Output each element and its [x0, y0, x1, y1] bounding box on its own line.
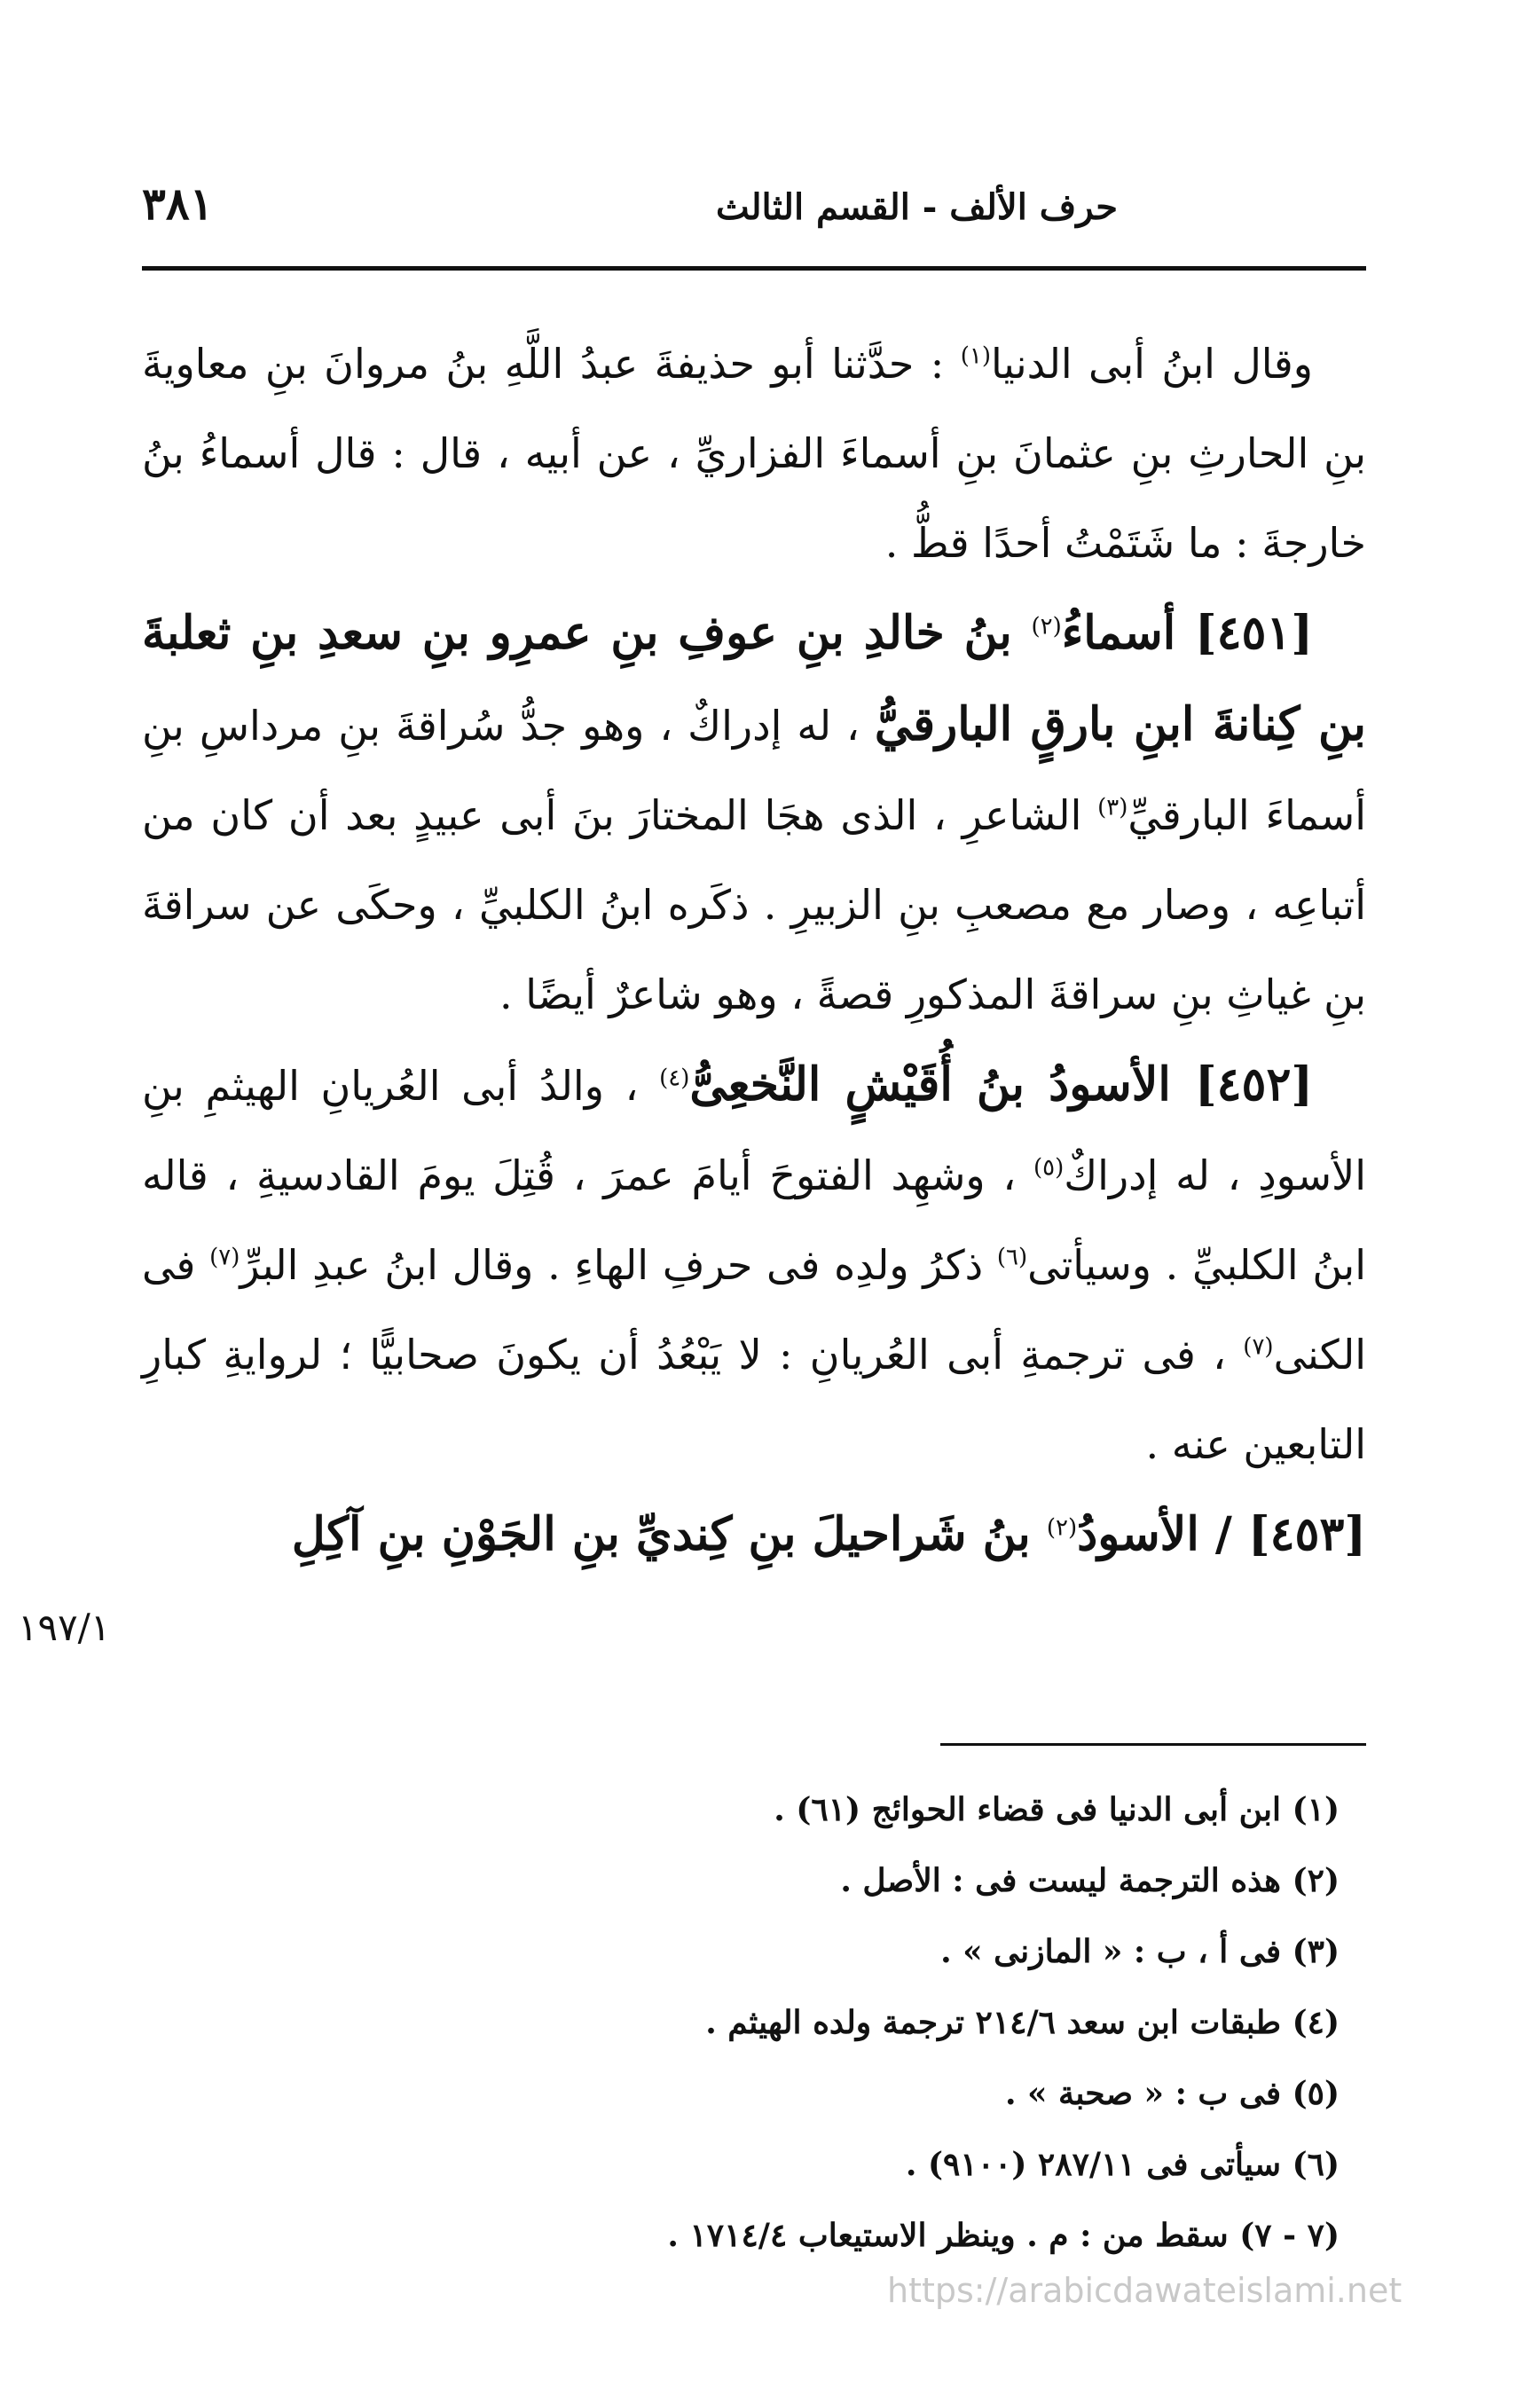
footnote-ref: (٢)	[1046, 1514, 1078, 1542]
footnote-ref: (٧)	[209, 1244, 240, 1271]
entry-heading: بنُ خالدِ بنِ عوفِ بنِ عمرِو بنِ سعدِ بنِ ثعلبةَ بنِ كِنانةَ ابنِ بارقٍ البارقيُّ	[142, 606, 1367, 751]
entry-heading: [٤٥٢] الأسودُ بنُ أُقَيْشٍ النَّخعِىُّ	[689, 1057, 1313, 1112]
footnote-rule	[940, 1743, 1366, 1746]
entry-heading: [٤٥١] أسماءُ	[1061, 606, 1313, 660]
header-rule	[142, 266, 1366, 271]
footnote: (١) ابن أبى الدنيا فى قضاء الحوائج (٦١) .	[774, 1791, 1340, 1828]
watermark-url: https://arabicdawateislami.net	[887, 2271, 1402, 2310]
footnote-ref: (١)	[960, 342, 991, 370]
footnote: (٢) هذه الترجمة ليست فى : الأصل .	[840, 1862, 1340, 1899]
footnote-ref: (٢)	[1031, 613, 1062, 640]
footnote-ref: (٣)	[1097, 794, 1128, 821]
page-number: ٣٨١	[142, 177, 214, 230]
footnote: (٤) طبقات ابن سعد ٢١٤/٦ ترجمة ولده الهيثم .	[705, 2004, 1340, 2041]
text-span: : حدَّثنا أبو حذيفةَ عبدُ اللَّهِ بنُ مروانَ بنِ معاويةَ بنِ الحارثِ بنِ عثمانَ بنِ أسماءَ الفزاريِّ ، عن أبيه ، قال : قال أسماءُ بنُ خارجةَ : ما شَتَمْتُ أحدًا قطُّ .	[142, 340, 1366, 567]
text-span: وقال ابنُ أبى الدنيا	[990, 340, 1314, 388]
footnote: (٧ - ٧) سقط من : م . وينظر الاستيعاب ١٧١٤/٤ .	[667, 2217, 1340, 2254]
entry-451	[142, 588, 1366, 1040]
text-span: ، والدُ أبى العُريانِ الهيثمِ بنِ الأسودِ ، له إدراكٌ	[142, 1062, 1367, 1199]
running-head: حرف الألف - القسم الثالث	[716, 186, 1118, 228]
footnote-ref: (٤)	[659, 1065, 690, 1092]
page-header	[142, 177, 1366, 248]
entry-453	[142, 1489, 1366, 1581]
text-span: فى الكنى	[142, 1241, 1366, 1379]
footnote-ref: (٦)	[996, 1244, 1028, 1271]
margin-reference: ١٩٧/١	[18, 1606, 111, 1649]
paragraph-ibn-abi-dunya	[142, 319, 1366, 588]
footnote: (٥) فى ب : « صحبة » .	[1004, 2075, 1340, 2112]
entry-452	[142, 1040, 1366, 1489]
footnotes-list	[142, 1774, 1366, 2271]
entry-heading: [٤٥٣] / الأسودُ	[1077, 1507, 1366, 1561]
footnote-ref: (٥)	[1033, 1154, 1065, 1182]
footnote-ref: (٧)	[1243, 1333, 1274, 1361]
text-span: ، فى ترجمةِ أبى العُريانِ : لا يَبْعُدُ أن يكونَ صحابيًّا ؛ لروايةِ كبارِ التابعين عنه .	[142, 1331, 1366, 1468]
main-text	[142, 319, 1366, 1581]
text-span: ذكرُ ولدِه فى حرفِ الهاءِ . وقال ابنُ عبدِ البرِّ	[240, 1241, 997, 1289]
footnote: (٣) فى أ ، ب : « المازنى » .	[940, 1933, 1340, 1970]
text-span: ، وشهِد الفتوحَ أيامَ عمرَ ، قُتِلَ يومَ القادسيةِ ، قاله ابنُ الكلبيِّ . وسيأتى	[142, 1151, 1366, 1289]
footnote: (٦) سيأتى فى ٢٨٧/١١ (٩١٠٠) .	[905, 2146, 1340, 2183]
text-span: ، له إدراكٌ ، وهو جدُّ سُراقةَ بنِ مرداسِ بنِ أسماءَ البارقيِّ	[142, 702, 1367, 839]
entry-heading: بنُ شَراحيلَ بنِ كِنديِّ بنِ الجَوْنِ بنِ آكِلِ	[291, 1507, 1047, 1561]
text-span: الشاعرِ ، الذى هجَا المختارَ بنَ أبى عبيدٍ بعد أن كان من أتباعِه ، وصار مع مصعبِ بنِ الزبيرِ . ذكَره ابنُ الكلبيِّ ، وحكَى عن سراقةَ بنِ غياثِ بنِ سراقةَ المذكورِ قصةً ، وهو شاعرٌ أيضًا .	[142, 791, 1366, 1018]
